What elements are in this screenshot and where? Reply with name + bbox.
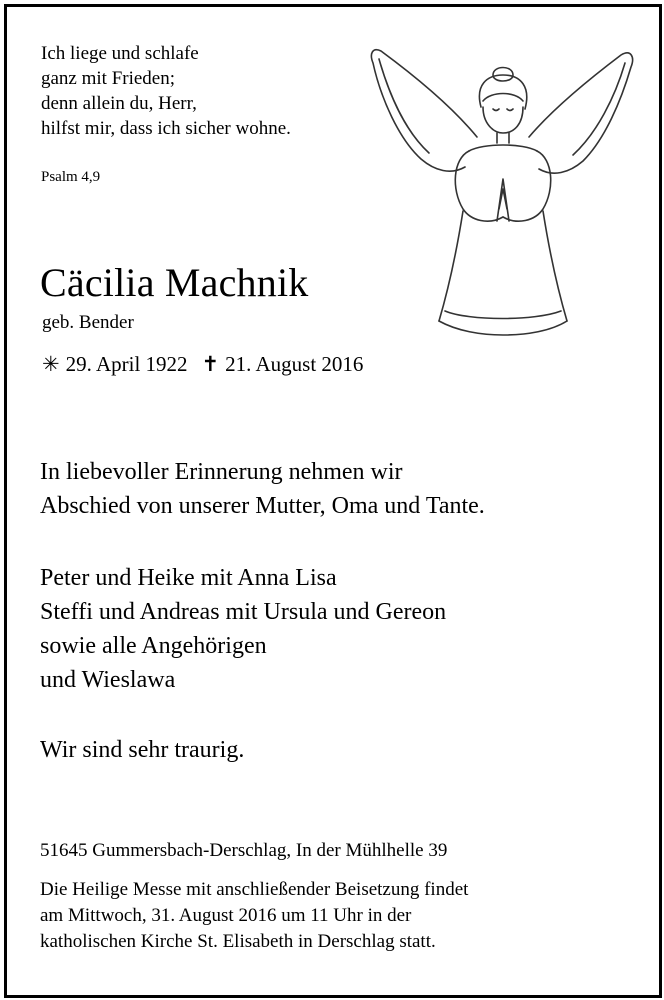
angel-icon [359, 39, 647, 351]
maiden-name: geb. Bender [42, 312, 134, 333]
death-date: 21. August 2016 [225, 352, 364, 376]
birth-star-icon: ✳ [42, 352, 60, 376]
memory-text [40, 455, 485, 523]
psalm-line: Ich liege und schlafe [41, 43, 199, 64]
family-line: sowie alle Angehörigen [40, 633, 267, 659]
family-line: und Wieslawa [40, 667, 176, 693]
psalm-line: hilfst mir, dass ich sicher wohne. [41, 118, 291, 139]
closing-text: Wir sind sehr traurig. [40, 737, 245, 763]
family-line: Peter und Heike mit Anna Lisa [40, 565, 337, 591]
psalm-line: ganz mit Frieden; [41, 68, 176, 89]
birth-date: 29. April 1922 [65, 352, 188, 376]
obituary-frame [4, 4, 662, 998]
memory-line: In liebevoller Erinnerung nehmen wir [40, 459, 403, 485]
psalm-line: denn allein du, Herr, [41, 93, 197, 114]
funeral-line: am Mittwoch, 31. August 2016 um 11 Uhr in der [40, 905, 412, 926]
life-dates [42, 352, 363, 377]
funeral-notice [40, 877, 468, 955]
psalm-verse [41, 41, 291, 141]
family-list [40, 561, 446, 697]
death-cross-icon: ✝ [201, 352, 220, 376]
family-address: 51645 Gummersbach-Derschlag, In der Mühlhelle 39 [40, 840, 448, 861]
psalm-reference: Psalm 4,9 [41, 169, 101, 185]
funeral-line: katholischen Kirche St. Elisabeth in Derschlag statt. [40, 931, 436, 952]
memory-line: Abschied von unserer Mutter, Oma und Tante. [40, 493, 485, 519]
funeral-line: Die Heilige Messe mit anschließender Beisetzung findet [40, 879, 469, 900]
deceased-name: Cäcilia Machnik [40, 260, 309, 305]
family-line: Steffi und Andreas mit Ursula und Gereon [40, 599, 447, 625]
